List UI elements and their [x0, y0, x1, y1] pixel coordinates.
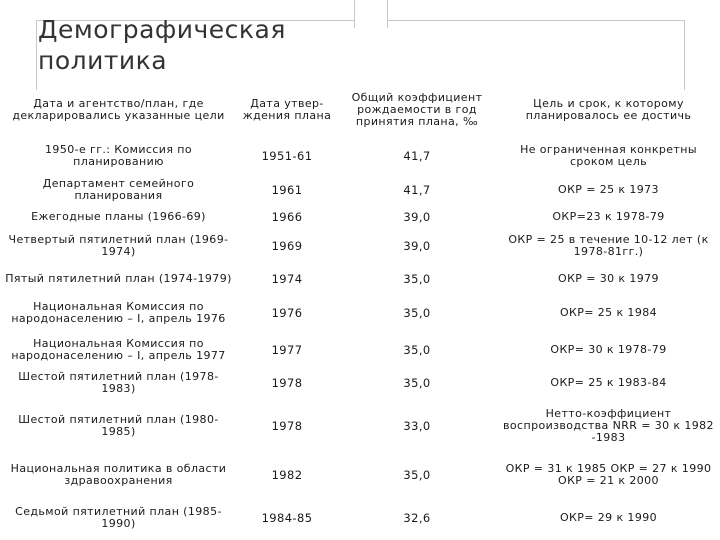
table-cell: 39,0 — [403, 210, 431, 224]
table-cell: Ежегодные планы (1966-69) — [31, 210, 206, 223]
table-row — [0, 173, 720, 207]
table-cell: Нетто-коэффициент воспроизводства NRR = 30 к 1982 -1983 — [503, 407, 714, 444]
table-cell: 1978 — [271, 419, 303, 433]
table-cell: 35,0 — [403, 342, 431, 357]
column-header: Цель и срок, к которому планировалось ее достичь — [525, 97, 692, 122]
table-cell: Седьмой пятилетний план (1985-1990) — [15, 505, 222, 530]
slide-title-line-1: Демографическая — [38, 15, 286, 44]
table-cell: ОКР= 30 к 1978-79 — [550, 342, 667, 356]
table-cell: 35,0 — [403, 468, 431, 482]
table-cell: 39,0 — [403, 239, 431, 253]
table-cell: 1969 — [271, 239, 303, 253]
table-row — [0, 138, 720, 173]
table-row — [0, 227, 720, 265]
table-cell: 1951-61 — [261, 148, 313, 163]
table-cell: ОКР = 25 к 1973 — [558, 183, 659, 196]
table-cell: Национальная Комиссия по народонаселению – I, апрель 1977 — [11, 336, 226, 362]
table-cell: ОКР=23 к 1978-79 — [552, 210, 665, 223]
decorative-square — [354, 0, 388, 28]
table-row — [0, 496, 720, 540]
table-cell: Пятый пятилетний план (1974-1979) — [5, 272, 232, 285]
column-header: Общий коэффициент рождаемости в год принятия плана, ‰ — [351, 91, 483, 128]
table-cell: 35,0 — [403, 375, 431, 390]
column-header: Дата и агентство/план, где декларировались указанные цели — [12, 97, 225, 122]
table-cell: Национальная политика в области здравоохранения — [10, 462, 227, 487]
table-cell: 41,7 — [403, 183, 431, 197]
table-cell: 33,0 — [403, 419, 431, 433]
table-cell: ОКР= 25 к 1983-84 — [550, 375, 667, 389]
table-cell: ОКР = 25 в течение 10-12 лет (к 1978-81гг.) — [508, 233, 709, 258]
slide-frame-left — [36, 20, 37, 90]
table-cell: Шестой пятилетний план (1978-1983) — [18, 369, 219, 395]
table-cell: 1974 — [271, 272, 303, 286]
table-cell: Шестой пятилетний план (1980-1985) — [18, 413, 219, 438]
slide-title-line-2: политика — [38, 46, 168, 75]
table-cell: Четвертый пятилетний план (1969-1974) — [8, 233, 229, 258]
table-cell: 1977 — [271, 342, 303, 357]
table-cell: 1961 — [271, 183, 303, 197]
table-cell: ОКР = 31 к 1985 ОКР = 27 к 1990 ОКР = 21 к 2000 — [505, 462, 712, 487]
table-cell: ОКР= 29 к 1990 — [559, 511, 658, 524]
table-cell: 1966 — [271, 210, 303, 224]
table-header-row — [0, 82, 720, 138]
table-cell: Департамент семейного планирования — [42, 177, 195, 202]
table-cell: Не ограниченная конкретны сроком цель — [520, 142, 697, 168]
table-cell: 32,6 — [403, 511, 431, 525]
demographic-policy-table — [0, 82, 720, 540]
table-row — [0, 332, 720, 367]
table-row — [0, 398, 720, 454]
table-row — [0, 265, 720, 293]
table-cell: ОКР = 30 к 1979 — [558, 272, 659, 285]
table-cell: Национальная Комиссия по народонаселению – I, апрель 1976 — [11, 299, 226, 325]
table-cell: 35,0 — [403, 272, 431, 286]
table-cell: 1984-85 — [261, 511, 313, 525]
table-cell: 1978 — [271, 375, 303, 390]
table-cell: 1950-е гг.: Комиссия по планированию — [45, 142, 192, 168]
table-row — [0, 367, 720, 398]
slide-title — [38, 14, 358, 76]
table-cell: ОКР= 25 к 1984 — [559, 305, 658, 319]
slide-frame-right — [684, 20, 685, 90]
column-header: Дата утвер-ждения плана — [242, 97, 332, 122]
table-cell: 1976 — [271, 305, 303, 320]
table-cell: 35,0 — [403, 305, 431, 320]
table-cell: 1982 — [271, 468, 303, 482]
table-cell: 41,7 — [403, 148, 431, 163]
table-row — [0, 454, 720, 496]
table-row — [0, 293, 720, 332]
table-row — [0, 207, 720, 227]
